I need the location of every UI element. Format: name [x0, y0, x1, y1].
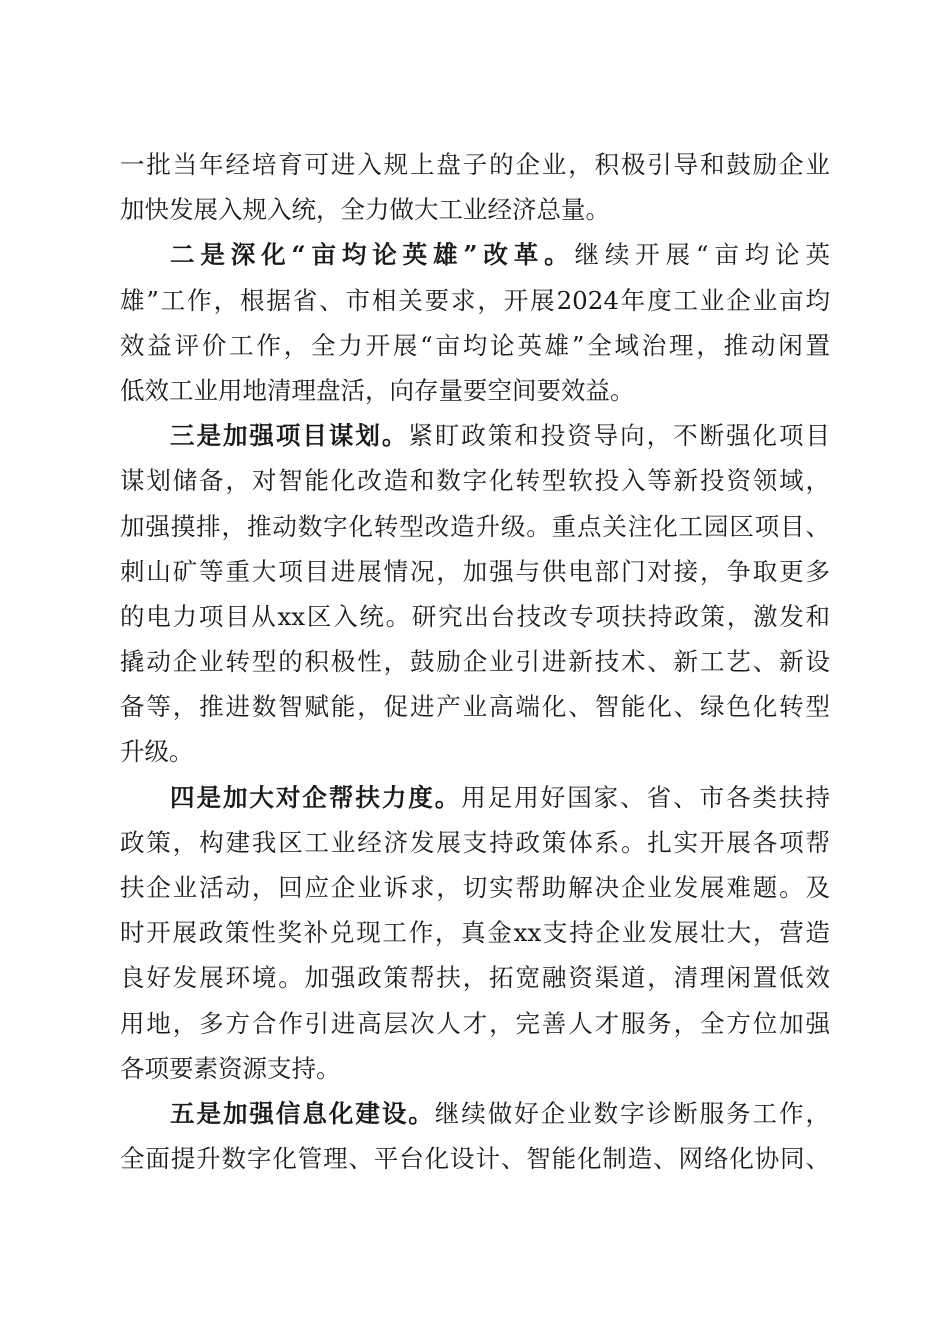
- text-line: 低效工业用地清理盘活，向存量要空间要效益。: [120, 375, 635, 405]
- text-line: 时开展政策性奖补兑现工作，真金xx支持企业发展壮大，营造: [120, 918, 830, 948]
- text-line: 升级。: [120, 737, 194, 767]
- text-line: 谋划储备，对智能化改造和数字化转型软投入等新投资领域，: [120, 466, 830, 496]
- text-line: [120, 413, 830, 458]
- text-line: [120, 775, 830, 820]
- text-line: 加强摸排，推动数字化转型改造升级。重点关注化工园区项目、: [120, 511, 830, 541]
- para-lead-heading: 二是深化“亩均论英雄”改革。: [170, 240, 575, 270]
- text-run: 用足用好国家、省、市各类扶持: [461, 782, 831, 812]
- para-lead-heading: 三是加强项目谋划。: [170, 421, 409, 451]
- text-line: [120, 232, 830, 277]
- text-line: 刺山矿等重大项目进展情况，加强与供电部门对接，争取更多: [120, 556, 830, 586]
- para-4: [120, 775, 830, 1091]
- text-run: 继续做好企业数字诊断服务工作，: [434, 1098, 831, 1128]
- text-line: 加快发展入规入统，全力做大工业经济总量。: [120, 195, 610, 225]
- text-line: 良好发展环境。加强政策帮扶，拓宽融资渠道，清理闲置低效: [120, 963, 830, 993]
- text-run: 紧盯政策和投资导向，不断强化项目: [408, 421, 830, 451]
- text-line: 一批当年经培育可进入规上盘子的企业，积极引导和鼓励企业: [120, 150, 830, 179]
- para-5: [120, 1091, 830, 1181]
- text-line: 撬动企业转型的积极性，鼓励企业引进新技术、新工艺、新设: [120, 647, 830, 677]
- text-line: 效益评价工作，全力开展“亩均论英雄”全域治理，推动闲置: [120, 330, 830, 360]
- text-line: 用地，多方合作引进高层次人才，完善人才服务，全方位加强: [120, 1008, 830, 1038]
- para-intro: [120, 142, 830, 232]
- text-line: 扶企业活动，回应企业诉求，切实帮助解决企业发展难题。及: [120, 873, 830, 902]
- text-line: 备等，推进数智赋能，促进产业高端化、智能化、绿色化转型: [120, 692, 830, 722]
- document-page: [120, 142, 830, 1181]
- text-line: 政策，构建我区工业经济发展支持政策体系。扎实开展各项帮: [120, 827, 830, 857]
- text-line: 雄”工作，根据省、市相关要求，开展2024年度工业企业亩均: [120, 285, 830, 315]
- para-3: [120, 413, 830, 775]
- text-line: 全面提升数字化管理、平台化设计、智能化制造、网络化协同、: [120, 1144, 830, 1174]
- para-lead-heading: 四是加大对企帮扶力度。: [170, 782, 462, 812]
- text-line: 的电力项目从xx区入统。研究出台技改专项扶持政策，激发和: [120, 601, 830, 631]
- text-line: [120, 1091, 830, 1136]
- para-2: [120, 232, 830, 413]
- text-line: 各项要素资源支持。: [120, 1053, 341, 1083]
- text-run: 继续开展“亩均论英: [574, 240, 831, 270]
- para-lead-heading: 五是加强信息化建设。: [170, 1098, 435, 1128]
